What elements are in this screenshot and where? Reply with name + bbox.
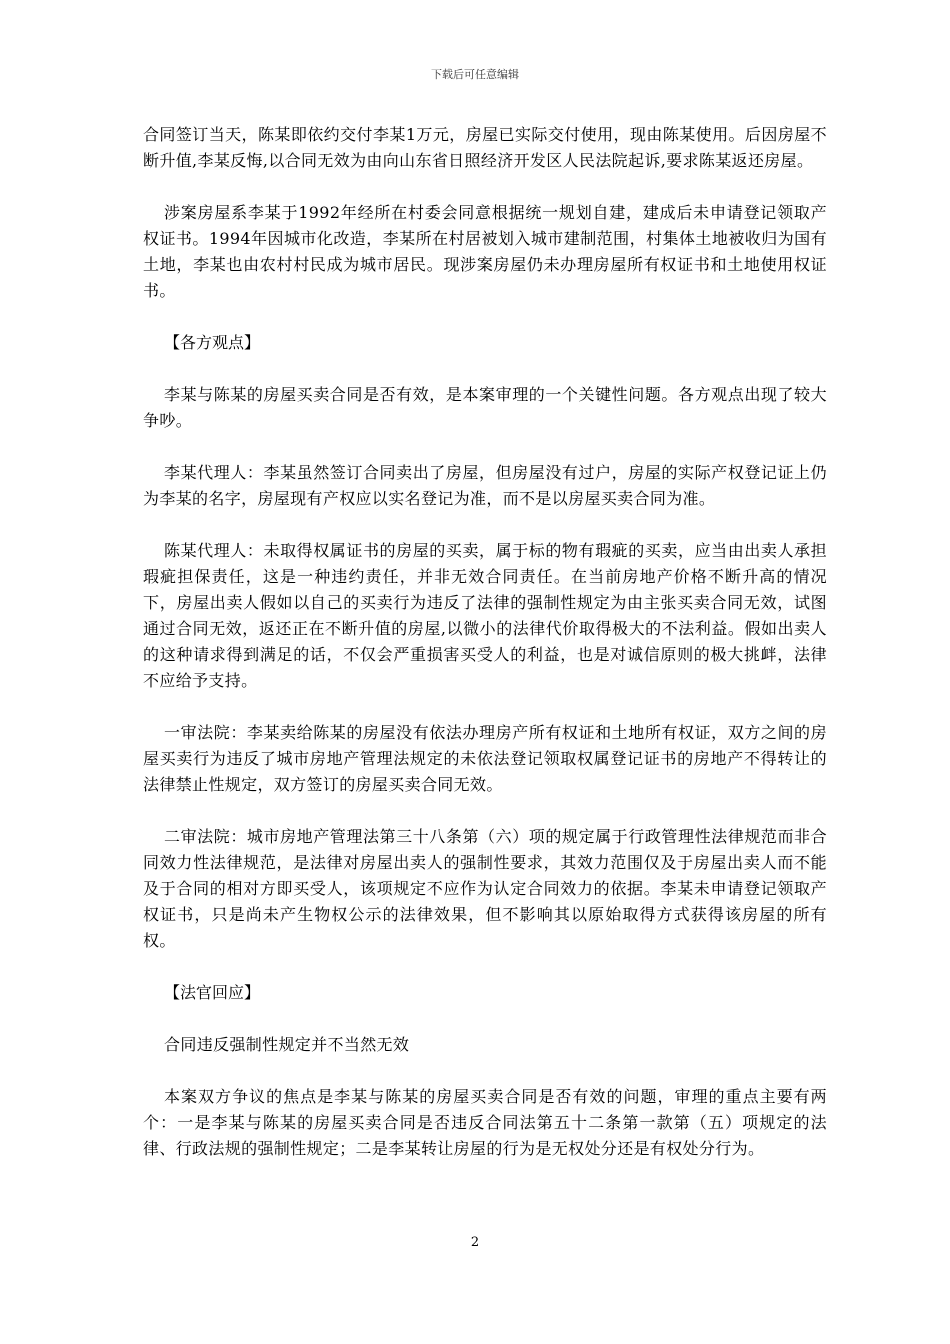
paragraph-contract-payment: 合同签订当天，陈某即依约交付李某1万元，房屋已实际交付使用，现由陈某使用。后因房屋不断升值,李某反悔,以合同无效为由向山东省日照经济开发区人民法院起诉,要求陈某返还房屋。: [143, 125, 827, 170]
paragraph-key-issue: 李某与陈某的房屋买卖合同是否有效，是本案审理的一个关键性问题。各方观点出现了较大争吵。: [143, 385, 827, 430]
page-header-text: 下载后可任意编辑: [431, 68, 519, 81]
section-heading-judge-response: 【法官回应】: [164, 983, 261, 1002]
paragraph-subheading: 合同违反强制性规定并不当然无效: [164, 1035, 410, 1054]
paragraph-house-background: 涉案房屋系李某于1992年经所在村委会同意根据统一规划自建，建成后未申请登记领取产权证书。1994年因城市化改造，李某所在村居被划入城市建制范围，村集体土地被收归为国有土地，李某也由农村村民成为城市居民。现涉案房屋仍未办理房屋所有权证书和土地使用权证书。: [143, 203, 827, 300]
paragraph-dispute-focus: 本案双方争议的焦点是李某与陈某的房屋买卖合同是否有效的问题，审理的重点主要有两个：一是李某与陈某的房屋买卖合同是否违反合同法第五十二条第一款第（五）项规定的法律、行政法规的强制性规定；二是李某转让房屋的行为是无权处分还是有权处分行为。: [143, 1087, 827, 1158]
paragraph-first-instance: 一审法院：李某卖给陈某的房屋没有依法办理房产所有权证和土地所有权证，双方之间的房屋买卖行为违反了城市房地产管理法规定的未依法登记领取权属登记证书的房地产不得转让的法律禁止性规定，双方签订的房屋买卖合同无效。: [143, 723, 827, 794]
page-number: 2: [470, 1235, 480, 1250]
paragraph-second-instance: 二审法院：城市房地产管理法第三十八条第（六）项的规定属于行政管理性法律规范而非合同效力性法律规范，是法律对房屋出卖人的强制性要求，其效力范围仅及于房屋出卖人而不能及于合同的相对方即买受人，该项规定不应作为认定合同效力的依据。李某未申请登记领取产权证书，只是尚未产生物权公示的法律效果，但不影响其以原始取得方式获得该房屋的所有权。: [143, 827, 827, 950]
document-body: [143, 122, 827, 1188]
paragraph-li-agent: 李某代理人：李某虽然签订合同卖出了房屋，但房屋没有过户，房屋的实际产权登记证上仍为李某的名字，房屋现有产权应以实名登记为准，而不是以房屋买卖合同为准。: [143, 463, 827, 508]
section-heading-parties-views: 【各方观点】: [164, 333, 261, 352]
paragraph-chen-agent: 陈某代理人：未取得权属证书的房屋的买卖，属于标的物有瑕疵的买卖，应当由出卖人承担瑕疵担保责任，这是一种违约责任，并非无效合同责任。在当前房地产价格不断升高的情况下，房屋出卖人假如以自己的买卖行为违反了法律的强制性规定为由主张买卖合同无效，试图通过合同无效，返还正在不断升值的房屋,以微小的法律代价取得极大的不法利益。假如出卖人的这种请求得到满足的话，不仅会严重损害买受人的利益，也是对诚信原则的极大挑衅，法律不应给予支持。: [143, 541, 827, 690]
